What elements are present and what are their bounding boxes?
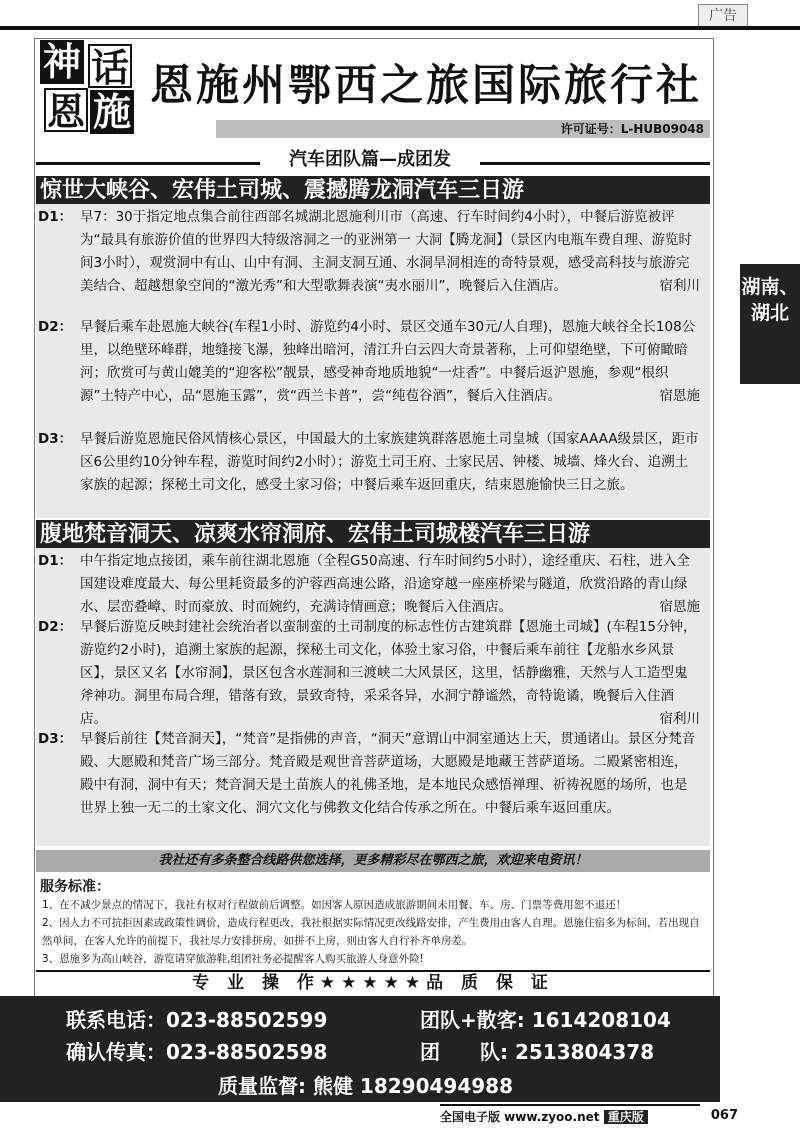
service-item: 3、恩施多为高山峡谷，游览请穿旅游鞋,组团社务必提醒客人购买旅游人身意外险!	[42, 953, 424, 965]
tour-2-title: 腹地梵音洞天、凉爽水帘洞府、宏伟土司城楼汽车三日游	[36, 520, 710, 548]
stay-location: 宿利川	[659, 278, 700, 294]
stay-location: 宿恩施	[659, 388, 700, 404]
slogan: 专 业 操 作★★★★★品 质 保 证	[36, 970, 710, 994]
stay-location: 宿恩施	[659, 599, 700, 615]
region-side-tab	[740, 264, 800, 384]
section-rule-left	[36, 162, 260, 165]
day-text: 早餐后乘车赴恩施大峡谷(车程1小时、游览约4小时、景区交通车30元/人自理)，恩施大峡谷全长108公里，以绝壁环峰群，地缝接飞瀑，独峰出暗河，清江升白云四大奇景著称，上可仰望绝壁，下可俯瞰暗河；欣赏可与黄山媲美的“迎客松”靓景，感受神奇地质地貌“一炷香”。中餐后返沪恩施，参观“根织源”土特产中心，品“恩施玉露”，赏“西兰卡普”，尝“纯苞谷酒”，餐后入住酒店。	[80, 319, 696, 404]
agency-name: 恩施州鄂西之旅国际旅行社	[150, 61, 702, 111]
edition-badge: 重庆版	[604, 1110, 648, 1124]
region-line-1: 湖南、	[741, 276, 799, 298]
contact-team: 团 队: 2513804378	[420, 1040, 655, 1064]
logo-char-3: 恩	[44, 88, 88, 132]
day-label: D2：	[38, 319, 73, 335]
contact-group: 团队+散客: 1614208104	[420, 1008, 671, 1032]
day-text: 中午指定地点接团，乘车前往湖北恩施（全程G50高速、行车时间约5小时），途经重庆、石柱，进入全国建设难度最大、每公里耗资最多的沪蓉西高速公路，沿途穿越一座座桥梁与隧道，欣赏沿路的青山绿水、层峦叠嶂、时而豪放、时而婉约，充满诗情画意；晚餐后入住酒店。	[80, 553, 690, 615]
license-number: 许可证号：L-HUB09048	[560, 122, 704, 136]
service-list	[42, 896, 706, 968]
tour-1-title: 惊世大峡谷、宏伟土司城、震撼腾龙洞汽车三日游	[36, 176, 710, 204]
footer-rule	[440, 1104, 700, 1106]
tour-2-body	[36, 548, 710, 846]
logo	[40, 40, 136, 136]
footer-site	[440, 1108, 648, 1125]
service-item: 1、在不减少景点的情况下，我社有权对行程做前后调整。如因客人原因造成旅游期间未用餐、车、房、门票等费用恕不退还！	[42, 899, 627, 911]
stay-location: 宿利川	[659, 711, 700, 727]
contact-quality: 质量监督: 熊健 18290494988	[218, 1074, 513, 1098]
day-label: D3：	[38, 731, 73, 747]
tour-1-body	[36, 204, 710, 518]
logo-char-2: 话	[88, 44, 132, 88]
service-heading: 服务标准：	[40, 879, 110, 895]
contact-panel	[0, 996, 720, 1102]
footer-site-text: 全国电子版 www.zyoo.net	[440, 1110, 600, 1124]
section-rule-right	[480, 162, 710, 165]
ad-tag: 广告	[698, 4, 748, 28]
day-label: D1：	[38, 553, 73, 569]
logo-char-1: 神	[40, 40, 84, 84]
day-text: 早餐后游览恩施民俗风情核心景区，中国最大的土家族建筑群落恩施土司皇城（国家AAAA级景区，距市区6公里约10分钟车程，游览时间约2小时）；游览土司王府、土家民居、钟楼、城墙、烽火台、追溯土家族的起源；探秘土司文化，感受土家习俗；中餐后乘车返回重庆，结束恩施愉快三日之旅。	[80, 431, 699, 493]
page-number: 067	[710, 1108, 738, 1123]
day-text: 早餐后游览反映封建社会统治者以蛮制蛮的土司制度的标志性仿古建筑群【恩施土司城】(车程15分钟，游览约2小时)，追溯土家族的起源，探秘土司文化，体验土家习俗，中餐后乘车前往【龙船水乡风景区】，景区又名【水帘洞】，景区包含水莲洞和三渡峡二大风景区，这里，恬静幽雅，天然与人工造型鬼斧神功。洞里布局合理，错落有致，景致奇特，采采各异，水洞宁静谧然，奇特诡谲，晚餐后入住酒店。	[80, 619, 697, 727]
top-rule	[0, 26, 800, 30]
day-label: D3：	[38, 431, 73, 447]
promo-banner: 我社还有多条整合线路供您选择，更多精彩尽在鄂西之旅，欢迎来电资讯！	[36, 850, 710, 872]
day-label: D2：	[38, 619, 73, 635]
contact-fax: 确认传真：023-88502598	[66, 1040, 328, 1064]
day-label: D1：	[38, 209, 73, 225]
day-text: 早餐后前往【梵音洞天】，“梵音”是指佛的声音，“洞天”意谓山中洞室通达上天，贯通诸山。景区分梵音殿、大愿殿和梵音广场三部分。梵音殿是观世音菩萨道场，大愿殿是地藏王菩萨道场。二殿紧密相连，殿中有洞，洞中有天；梵音洞天是土苗族人的礼佛圣地，是本地民众感悟禅理、祈祷祝愿的场所，也是世界上独一无二的土家文化、洞穴文化与佛教文化结合传承之所在。中餐后乘车返回重庆。	[80, 731, 696, 816]
day-text: 早7：30于指定地点集合前往西部名城湖北恩施利川市（高速、行车时间约4小时），中餐后游览被评为“最具有旅游价值的世界四大特级溶洞之一的亚洲第一 大洞【腾龙洞】（景区内电瓶车费自理、游览时间3小时），观赏洞中有山、山中有洞、主洞支洞互通、水洞旱洞相连的奇特景观，感受高科技与旅游完美结合、超越想象空间的“激光秀”和大型歌舞表演“夷水丽川”，晚餐后入住酒店。	[80, 209, 693, 294]
contact-phone: 联系电话：023-88502599	[66, 1008, 328, 1032]
section-title: 汽车团队篇—成团发	[260, 146, 480, 174]
logo-char-4: 施	[90, 90, 134, 134]
service-item: 2、因人力不可抗拒因素或政策性调价，造成行程更改，我社根据实际情况更改线路安排，产生费用由客人自理。恩施住宿多为标间，若出现自然单间，在客人允许的前提下，我社尽力安排拼房，如拼不上房，则由客人自行补齐单房差。	[42, 917, 700, 947]
region-line-2: 湖北	[750, 302, 789, 324]
